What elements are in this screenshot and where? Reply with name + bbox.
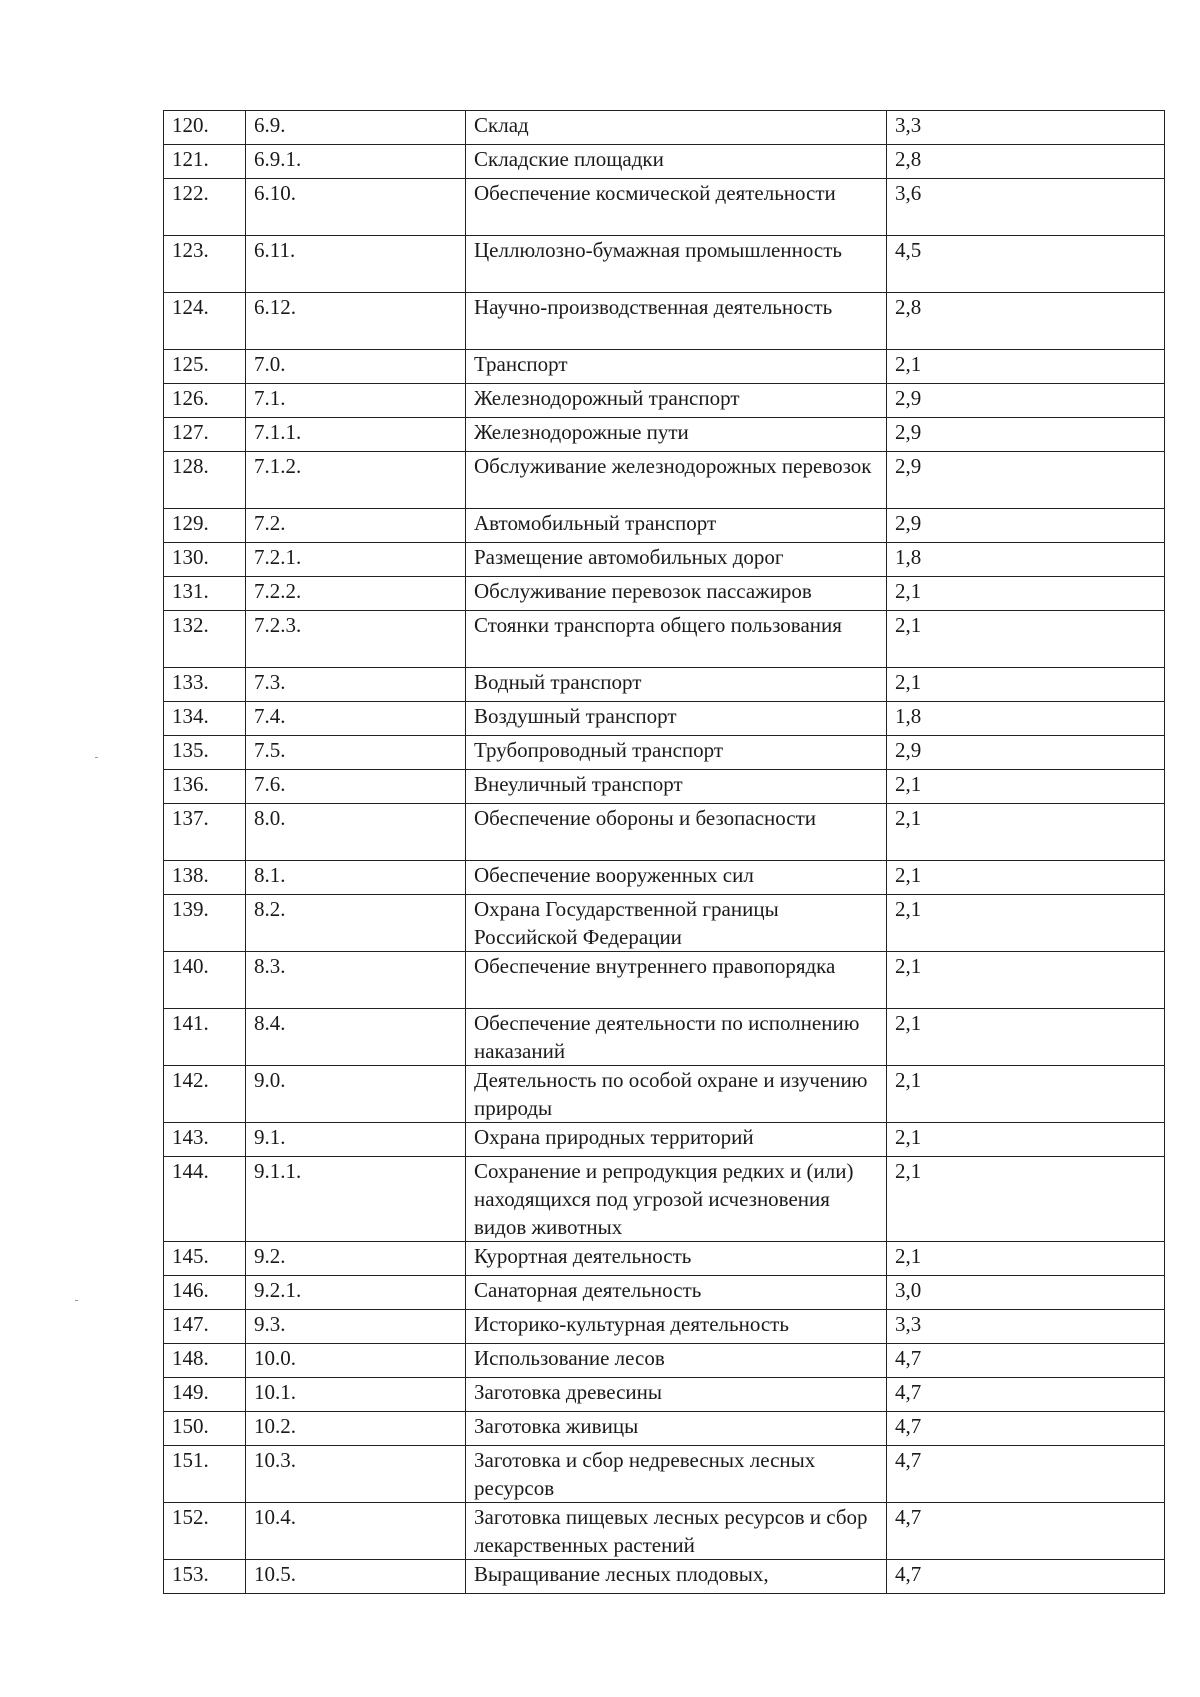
name-cell: Склад [466,111,887,145]
name-cell: Выращивание лесных плодовых, [466,1560,887,1594]
value-cell: 4,7 [887,1446,1165,1503]
value-cell: 2,1 [887,895,1165,952]
row-number-cell: 129. [164,509,246,543]
name-cell: Охрана Государственной границы Российской Федерации [466,895,887,952]
table-row [164,1503,1165,1560]
row-number-cell: 150. [164,1412,246,1446]
value-cell: 4,7 [887,1412,1165,1446]
code-cell: 8.2. [246,895,466,952]
value-cell: 2,1 [887,1066,1165,1123]
name-cell: Заготовка и сбор недревесных лесных ресурсов [466,1446,887,1503]
row-number-cell: 135. [164,736,246,770]
table-row [164,236,1165,293]
name-cell: Обеспечение вооруженных сил [466,861,887,895]
code-cell: 7.1.1. [246,418,466,452]
row-number-cell: 151. [164,1446,246,1503]
table-row [164,179,1165,236]
name-cell: Санаторная деятельность [466,1276,887,1310]
table-row [164,1310,1165,1344]
name-cell: Воздушный транспорт [466,702,887,736]
value-cell: 3,0 [887,1276,1165,1310]
code-cell: 7.6. [246,770,466,804]
name-cell: Заготовка древесины [466,1378,887,1412]
name-cell: Историко-культурная деятельность [466,1310,887,1344]
row-number-cell: 137. [164,804,246,861]
code-cell: 7.1. [246,384,466,418]
row-number-cell: 130. [164,543,246,577]
code-cell: 9.1. [246,1123,466,1157]
code-cell: 10.4. [246,1503,466,1560]
row-number-cell: 147. [164,1310,246,1344]
code-cell: 9.1.1. [246,1157,466,1242]
row-number-cell: 138. [164,861,246,895]
code-cell: 8.4. [246,1009,466,1066]
code-cell: 10.1. [246,1378,466,1412]
value-cell: 2,9 [887,452,1165,509]
name-cell: Использование лесов [466,1344,887,1378]
table-row [164,770,1165,804]
name-cell: Заготовка пищевых лесных ресурсов и сбор лекарственных растений [466,1503,887,1560]
rates-table-body [164,111,1165,1594]
table-row [164,1123,1165,1157]
name-cell: Железнодорожные пути [466,418,887,452]
table-row [164,418,1165,452]
table-row [164,1242,1165,1276]
value-cell: 4,7 [887,1344,1165,1378]
name-cell: Водный транспорт [466,668,887,702]
table-row [164,577,1165,611]
rates-table [163,110,1165,1594]
code-cell: 7.2.3. [246,611,466,668]
code-cell: 7.1.2. [246,452,466,509]
row-number-cell: 141. [164,1009,246,1066]
table-row [164,1276,1165,1310]
code-cell: 9.2.1. [246,1276,466,1310]
name-cell: Железнодорожный транспорт [466,384,887,418]
table-row [164,350,1165,384]
value-cell: 2,1 [887,1157,1165,1242]
row-number-cell: 142. [164,1066,246,1123]
scan-speck [75,1300,78,1301]
row-number-cell: 121. [164,145,246,179]
value-cell: 2,1 [887,668,1165,702]
row-number-cell: 145. [164,1242,246,1276]
table-row [164,509,1165,543]
value-cell: 1,8 [887,702,1165,736]
table-row [164,1378,1165,1412]
code-cell: 6.11. [246,236,466,293]
row-number-cell: 139. [164,895,246,952]
code-cell: 8.3. [246,952,466,1009]
name-cell: Складские площадки [466,145,887,179]
table-row [164,1009,1165,1066]
row-number-cell: 120. [164,111,246,145]
name-cell: Обслуживание перевозок пассажиров [466,577,887,611]
table-row [164,1560,1165,1594]
name-cell: Стоянки транспорта общего пользования [466,611,887,668]
code-cell: 7.2. [246,509,466,543]
value-cell: 2,1 [887,577,1165,611]
value-cell: 3,6 [887,179,1165,236]
name-cell: Обслуживание железнодорожных перевозок [466,452,887,509]
table-row [164,145,1165,179]
name-cell: Научно-производственная деятельность [466,293,887,350]
row-number-cell: 133. [164,668,246,702]
code-cell: 7.5. [246,736,466,770]
code-cell: 8.1. [246,861,466,895]
code-cell: 10.3. [246,1446,466,1503]
name-cell: Трубопроводный транспорт [466,736,887,770]
table-row [164,1066,1165,1123]
row-number-cell: 152. [164,1503,246,1560]
value-cell: 2,8 [887,145,1165,179]
table-row [164,452,1165,509]
row-number-cell: 124. [164,293,246,350]
code-cell: 6.9. [246,111,466,145]
row-number-cell: 153. [164,1560,246,1594]
table-row [164,611,1165,668]
value-cell: 2,8 [887,293,1165,350]
value-cell: 2,1 [887,861,1165,895]
row-number-cell: 140. [164,952,246,1009]
table-row [164,861,1165,895]
table-row [164,668,1165,702]
code-cell: 9.0. [246,1066,466,1123]
table-row [164,736,1165,770]
table-row [164,111,1165,145]
name-cell: Внеуличный транспорт [466,770,887,804]
table-row [164,702,1165,736]
row-number-cell: 143. [164,1123,246,1157]
value-cell: 2,1 [887,611,1165,668]
name-cell: Охрана природных территорий [466,1123,887,1157]
value-cell: 4,7 [887,1503,1165,1560]
code-cell: 6.10. [246,179,466,236]
name-cell: Заготовка живицы [466,1412,887,1446]
row-number-cell: 146. [164,1276,246,1310]
table-row [164,1412,1165,1446]
row-number-cell: 148. [164,1344,246,1378]
row-number-cell: 136. [164,770,246,804]
row-number-cell: 125. [164,350,246,384]
name-cell: Размещение автомобильных дорог [466,543,887,577]
table-row [164,952,1165,1009]
row-number-cell: 132. [164,611,246,668]
row-number-cell: 128. [164,452,246,509]
name-cell: Обеспечение внутреннего правопорядка [466,952,887,1009]
name-cell: Обеспечение космической деятельности [466,179,887,236]
code-cell: 10.5. [246,1560,466,1594]
value-cell: 2,1 [887,350,1165,384]
row-number-cell: 149. [164,1378,246,1412]
code-cell: 6.12. [246,293,466,350]
table-row [164,543,1165,577]
value-cell: 2,9 [887,384,1165,418]
row-number-cell: 123. [164,236,246,293]
row-number-cell: 134. [164,702,246,736]
value-cell: 4,7 [887,1378,1165,1412]
code-cell: 7.2.2. [246,577,466,611]
code-cell: 10.2. [246,1412,466,1446]
value-cell: 4,7 [887,1560,1165,1594]
value-cell: 2,1 [887,1009,1165,1066]
value-cell: 2,1 [887,804,1165,861]
value-cell: 2,9 [887,418,1165,452]
value-cell: 4,5 [887,236,1165,293]
row-number-cell: 122. [164,179,246,236]
value-cell: 3,3 [887,111,1165,145]
name-cell: Обеспечение обороны и безопасности [466,804,887,861]
row-number-cell: 131. [164,577,246,611]
table-row [164,1446,1165,1503]
table-row [164,1157,1165,1242]
row-number-cell: 127. [164,418,246,452]
name-cell: Сохранение и репродукция редких и (или) находящихся под угрозой исчезновения видов животных [466,1157,887,1242]
value-cell: 2,1 [887,952,1165,1009]
code-cell: 7.2.1. [246,543,466,577]
row-number-cell: 126. [164,384,246,418]
code-cell: 8.0. [246,804,466,861]
code-cell: 7.0. [246,350,466,384]
value-cell: 3,3 [887,1310,1165,1344]
row-number-cell: 144. [164,1157,246,1242]
name-cell: Курортная деятельность [466,1242,887,1276]
table-row [164,804,1165,861]
table-row [164,895,1165,952]
value-cell: 2,9 [887,509,1165,543]
code-cell: 6.9.1. [246,145,466,179]
table-row [164,293,1165,350]
table-row [164,384,1165,418]
value-cell: 1,8 [887,543,1165,577]
code-cell: 7.3. [246,668,466,702]
value-cell: 2,1 [887,770,1165,804]
name-cell: Целлюлозно-бумажная промышленность [466,236,887,293]
value-cell: 2,1 [887,1242,1165,1276]
code-cell: 9.2. [246,1242,466,1276]
name-cell: Автомобильный транспорт [466,509,887,543]
code-cell: 10.0. [246,1344,466,1378]
value-cell: 2,1 [887,1123,1165,1157]
name-cell: Транспорт [466,350,887,384]
scan-speck [95,757,98,758]
code-cell: 9.3. [246,1310,466,1344]
value-cell: 2,9 [887,736,1165,770]
name-cell: Деятельность по особой охране и изучению природы [466,1066,887,1123]
name-cell: Обеспечение деятельности по исполнению наказаний [466,1009,887,1066]
table-row [164,1344,1165,1378]
code-cell: 7.4. [246,702,466,736]
